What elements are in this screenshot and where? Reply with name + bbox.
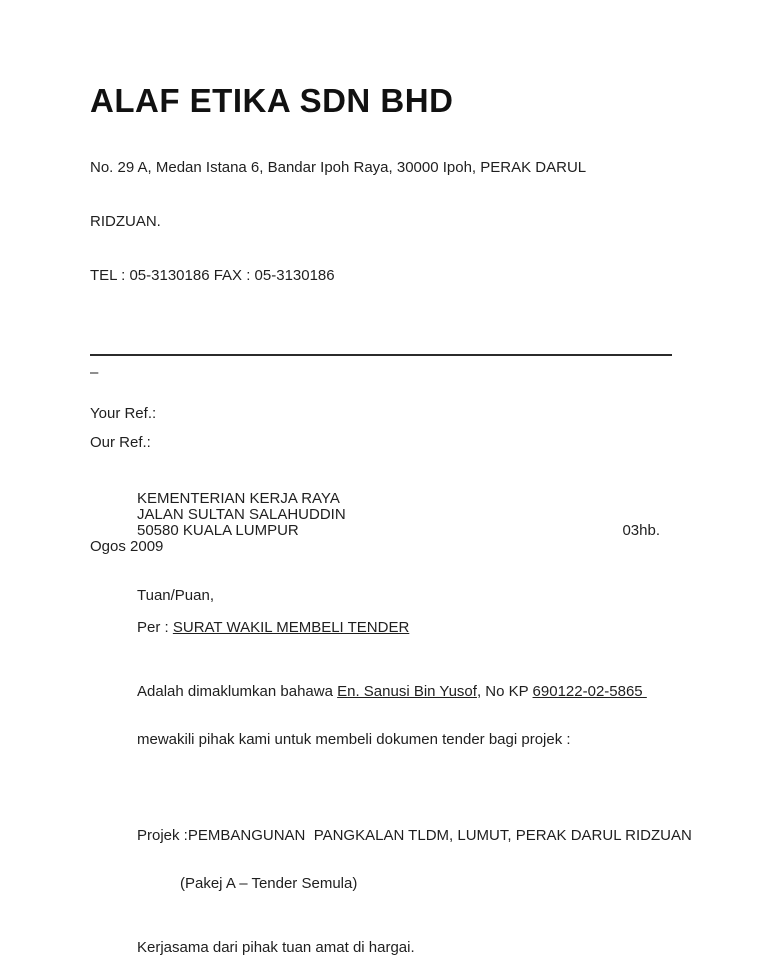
letter-content bbox=[90, 82, 692, 956]
recipient-line-3: 50580 KUALA LUMPUR bbox=[137, 522, 299, 539]
closing-line: Kerjasama dari pihak tuan amat di hargai. bbox=[137, 939, 415, 956]
header-divider bbox=[90, 354, 672, 356]
subject-line bbox=[90, 620, 672, 636]
salutation: Tuan/Puan, bbox=[137, 587, 214, 604]
address-line-2: RIDZUAN. bbox=[90, 213, 161, 230]
contact-line: TEL : 05-3130186 FAX : 05-3130186 bbox=[90, 267, 335, 284]
project-line-2: (Pakej A – Tender Semula) bbox=[180, 875, 358, 892]
subject-prefix: Per : bbox=[137, 619, 173, 636]
recipient-line-3-row bbox=[137, 523, 672, 539]
body-paragraph-1 bbox=[90, 652, 672, 780]
address-line-1: No. 29 A, Medan Istana 6, Bandar Ipoh Raya, 30000 Ipoh, PERAK DARUL bbox=[90, 159, 587, 176]
body-paragraph-1-line-1 bbox=[137, 684, 672, 700]
your-ref-label: Your Ref.: bbox=[90, 405, 157, 422]
company-name: ALAF ETIKA SDN BHD bbox=[90, 82, 454, 119]
our-ref-label: Our Ref.: bbox=[90, 434, 151, 451]
para1-text-1: Adalah dimaklumkan bahawa bbox=[137, 683, 338, 700]
recipient-line-2: JALAN SULTAN SALAHUDDIN bbox=[137, 506, 346, 523]
letterhead-address bbox=[90, 123, 672, 321]
letter-date-part2: Ogos 2009 bbox=[90, 538, 164, 555]
letter-date-part1: 03hb. bbox=[622, 522, 660, 539]
para1-person-name: En. Sanusi Bin Yusof bbox=[337, 683, 477, 700]
para1-ic-number: 690122-02-5865 bbox=[532, 683, 647, 700]
recipient-line-1: KEMENTERIAN KERJA RAYA bbox=[137, 490, 340, 507]
recipient-address bbox=[90, 491, 672, 539]
project-paragraph bbox=[90, 796, 692, 924]
separator-dash: – bbox=[90, 364, 99, 381]
project-line-1: Projek :PEMBANGUNAN PANGKALAN TLDM, LUMUT, PERAK DARUL RIDZUAN bbox=[137, 827, 692, 844]
para1-text-2: , No KP bbox=[476, 683, 533, 700]
subject-title: SURAT WAKIL MEMBELI TENDER bbox=[172, 619, 410, 636]
body-paragraph-1-line-2: mewakili pihak kami untuk membeli dokumen tender bagi projek : bbox=[137, 731, 571, 748]
